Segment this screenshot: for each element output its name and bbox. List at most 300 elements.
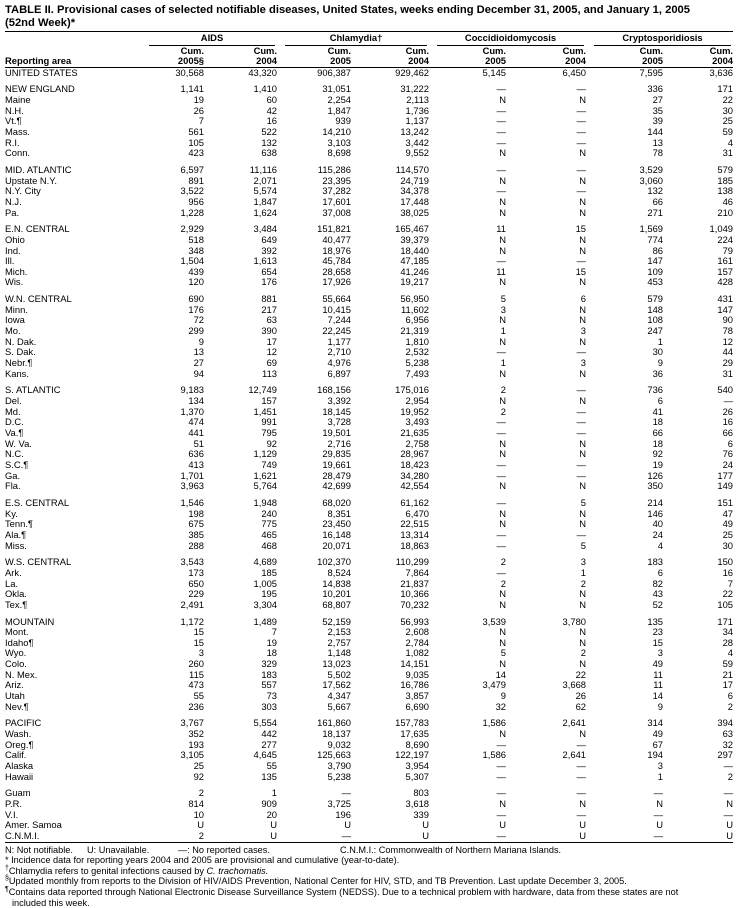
- table-row: [5, 165, 733, 176]
- value-cell: —: [496, 105, 506, 116]
- value-cell: 2,641: [562, 750, 587, 761]
- value-cell: 135: [261, 771, 277, 782]
- value-cell: 3,529: [639, 164, 664, 175]
- table-row: [5, 740, 733, 751]
- value-cell: 1: [580, 567, 587, 578]
- reporting-area-cell: S.C.¶: [5, 459, 29, 470]
- value-cell: 12: [722, 336, 734, 347]
- value-cell: 1,177: [327, 336, 351, 347]
- value-cell: 132: [647, 186, 664, 197]
- value-cell: 51: [193, 438, 204, 449]
- value-cell: 122,197: [395, 750, 429, 761]
- value-cell: 224: [717, 234, 734, 245]
- value-cell: N: [579, 637, 587, 648]
- value-cell: N: [656, 799, 664, 809]
- value-cell: 891: [188, 175, 204, 186]
- value-cell: 2: [580, 578, 587, 589]
- value-cell: 13: [193, 347, 204, 358]
- reporting-area-cell: MOUNTAIN: [5, 616, 55, 627]
- value-cell: —: [496, 186, 506, 197]
- value-cell: N: [579, 148, 587, 159]
- value-cell: 185: [717, 175, 734, 186]
- value-cell: 28,658: [322, 266, 351, 277]
- value-cell: 49: [652, 729, 664, 740]
- value-cell: 991: [261, 417, 277, 428]
- value-cell: 8,351: [327, 508, 351, 519]
- group-aids: AIDS: [141, 32, 277, 46]
- year-header-row: [5, 56, 733, 67]
- value-cell: 151: [717, 497, 734, 508]
- value-cell: 881: [261, 294, 277, 305]
- value-cell: 9: [500, 691, 506, 702]
- value-cell: 28: [722, 637, 734, 648]
- reporting-area-cell: Pa.: [5, 207, 20, 218]
- value-cell: 1: [657, 336, 664, 347]
- value-cell: 3: [580, 557, 587, 568]
- table-row: [5, 235, 733, 246]
- value-cell: U: [506, 831, 586, 842]
- value-cell: —: [576, 256, 587, 267]
- value-cell: 76: [722, 449, 734, 460]
- table-row: [5, 729, 733, 740]
- value-cell: 13: [652, 137, 664, 148]
- value-cell: N: [579, 519, 587, 530]
- value-cell: 18,976: [322, 245, 351, 256]
- value-cell: 6: [580, 294, 587, 305]
- reporting-area-cell: Mass.: [5, 126, 31, 137]
- value-cell: 1: [657, 771, 664, 782]
- value-cell: 394: [717, 718, 734, 729]
- value-cell: 138: [717, 186, 734, 197]
- value-cell: 28,967: [400, 449, 429, 460]
- value-cell: 30,568: [175, 67, 204, 78]
- value-cell: 66: [652, 428, 664, 438]
- value-cell: 3: [198, 648, 204, 659]
- value-cell: 3,780: [562, 616, 587, 627]
- reporting-area-cell: C.N.M.I.: [5, 831, 141, 842]
- value-cell: 5,238: [327, 771, 351, 782]
- value-cell: 110,299: [395, 557, 429, 568]
- value-cell: 194: [647, 750, 664, 761]
- value-cell: N: [579, 368, 587, 379]
- year-label: 2005: [586, 56, 663, 67]
- value-cell: 214: [647, 497, 664, 508]
- value-cell: 3,479: [482, 680, 506, 691]
- value-cell: 2,608: [405, 627, 429, 638]
- value-cell: —: [496, 497, 506, 508]
- value-cell: —: [496, 126, 506, 137]
- reporting-area-cell: Tex.¶: [5, 599, 28, 610]
- table-row: [5, 326, 733, 337]
- value-cell: 125,663: [317, 750, 351, 761]
- value-cell: 42,554: [400, 481, 429, 492]
- value-cell: 161: [717, 256, 734, 267]
- table-row: [5, 509, 733, 520]
- value-cell: 217: [261, 304, 277, 315]
- value-cell: —: [496, 347, 506, 358]
- table-row: [5, 568, 733, 579]
- value-cell: 63: [722, 729, 734, 740]
- year-label: 2004: [506, 56, 586, 67]
- value-cell: 105: [188, 137, 204, 148]
- value-cell: —: [576, 761, 587, 772]
- value-cell: 69: [266, 358, 277, 369]
- value-cell: 348: [188, 245, 204, 256]
- reporting-area-cell: MID. ATLANTIC: [5, 164, 72, 175]
- value-cell: 5,554: [253, 718, 277, 729]
- disease-table: [5, 31, 733, 843]
- value-cell: 24: [652, 529, 664, 540]
- table-row: [5, 750, 733, 761]
- value-cell: 336: [647, 84, 664, 95]
- value-cell: 92: [266, 438, 277, 449]
- value-cell: 19,952: [400, 406, 429, 417]
- value-cell: 442: [261, 729, 277, 740]
- footnote-pilcrow: ¶Contains data reported through National Electronic Disease Surveillance System (NEDSS). Due to a technical problem with hardware, data from these states are not: [5, 885, 679, 897]
- value-cell: 52,159: [322, 616, 351, 627]
- value-cell: N: [499, 368, 506, 379]
- reporting-area-header: Reporting area: [5, 56, 141, 67]
- table-row: [5, 627, 733, 638]
- value-cell: 43: [652, 589, 664, 600]
- value-cell: 148: [647, 304, 664, 315]
- reporting-area-cell: Calif.: [5, 750, 27, 761]
- value-cell: N: [499, 315, 506, 326]
- value-cell: —: [576, 164, 587, 175]
- reporting-area-cell: W. Va.: [5, 438, 32, 449]
- value-cell: 16: [722, 417, 734, 428]
- table-row: [5, 670, 733, 681]
- value-cell: 2,784: [405, 637, 429, 648]
- value-cell: 19: [193, 94, 204, 105]
- table-row: [5, 224, 733, 235]
- document-page: [5, 4, 733, 908]
- value-cell: 6,690: [405, 701, 429, 712]
- value-cell: 441: [188, 428, 204, 438]
- table-row: [5, 557, 733, 568]
- value-cell: 115: [189, 669, 204, 680]
- value-cell: 7,595: [639, 67, 664, 78]
- value-cell: U: [422, 820, 429, 831]
- value-cell: N: [499, 729, 506, 740]
- value-cell: 176: [261, 277, 277, 288]
- value-cell: 19,217: [400, 277, 429, 288]
- value-cell: 165,467: [395, 224, 429, 235]
- value-cell: N: [579, 438, 587, 449]
- value-cell: 428: [717, 277, 734, 288]
- table-row: [5, 659, 733, 670]
- value-cell: 956: [188, 196, 204, 207]
- value-cell: 16: [722, 567, 734, 578]
- value-cell: U: [204, 831, 277, 842]
- value-cell: 9: [657, 701, 664, 712]
- value-cell: 5,307: [405, 771, 429, 782]
- value-cell: N: [499, 196, 506, 207]
- reporting-area-cell: Idaho¶: [5, 637, 34, 648]
- value-cell: —: [723, 761, 734, 772]
- value-cell: N: [499, 508, 506, 519]
- value-cell: 12,749: [248, 385, 277, 396]
- value-cell: 3: [657, 648, 664, 659]
- value-cell: 26: [575, 691, 587, 702]
- table-row: [5, 691, 733, 702]
- cum-label: Cum.: [253, 45, 277, 56]
- value-cell: 21,319: [400, 326, 429, 337]
- value-cell: 15: [575, 266, 587, 277]
- reporting-area-cell: Nev.¶: [5, 701, 29, 712]
- value-cell: 5: [580, 540, 587, 551]
- value-cell: N: [499, 799, 506, 809]
- value-cell: 32: [495, 701, 506, 712]
- value-cell: —: [496, 459, 506, 470]
- value-cell: —: [576, 126, 587, 137]
- value-cell: —: [341, 788, 351, 799]
- value-cell: 3,767: [180, 718, 204, 729]
- value-cell: 654: [261, 266, 277, 277]
- value-cell: 35: [652, 105, 664, 116]
- value-cell: 171: [717, 84, 734, 95]
- value-cell: 385: [188, 529, 204, 540]
- reporting-area-cell: Okla.: [5, 589, 27, 600]
- value-cell: 21,837: [400, 578, 429, 589]
- value-cell: N: [499, 449, 506, 460]
- value-cell: N: [499, 627, 506, 638]
- table-row: [5, 294, 733, 305]
- value-cell: N: [579, 245, 587, 256]
- value-cell: 638: [261, 148, 277, 159]
- value-cell: —: [496, 809, 506, 820]
- value-cell: 3,618: [405, 799, 429, 809]
- value-cell: —: [576, 771, 587, 782]
- value-cell: 1: [500, 326, 506, 337]
- value-cell: 1,172: [180, 616, 204, 627]
- value-cell: 17,448: [400, 196, 429, 207]
- value-cell: —: [576, 347, 587, 358]
- value-cell: 774: [647, 234, 664, 245]
- reporting-area-cell: Miss.: [5, 540, 27, 551]
- value-cell: 62: [575, 701, 587, 712]
- value-cell: N: [499, 148, 506, 159]
- value-cell: 1,370: [180, 406, 204, 417]
- table-row: [5, 460, 733, 471]
- cum-label: Cum.: [405, 45, 429, 56]
- value-cell: 299: [188, 326, 204, 337]
- value-cell: N: [579, 336, 587, 347]
- value-cell: 15: [575, 224, 587, 235]
- value-cell: 173: [188, 567, 204, 578]
- value-cell: N: [499, 396, 506, 407]
- value-cell: N: [579, 449, 587, 460]
- reporting-area-cell: Ill.: [5, 256, 15, 267]
- value-cell: 1,847: [327, 105, 351, 116]
- value-cell: U: [499, 820, 506, 831]
- value-cell: 171: [717, 616, 734, 627]
- value-cell: 7,493: [405, 368, 429, 379]
- value-cell: 314: [647, 718, 664, 729]
- value-cell: 18,423: [400, 459, 429, 470]
- value-cell: 675: [188, 519, 204, 530]
- value-cell: 17: [722, 680, 734, 691]
- value-cell: 14: [495, 669, 506, 680]
- cum-label: Cum.: [709, 45, 734, 56]
- value-cell: N: [579, 599, 587, 610]
- reporting-area-cell: Va.¶: [5, 428, 24, 438]
- value-cell: 2: [141, 831, 204, 842]
- value-cell: 31,051: [322, 84, 351, 95]
- reporting-area-cell: Conn.: [5, 148, 31, 159]
- value-cell: 147: [717, 304, 734, 315]
- value-cell: —: [723, 809, 734, 820]
- value-cell: 775: [261, 519, 277, 530]
- value-cell: 1,005: [253, 578, 277, 589]
- value-cell: 24,719: [400, 175, 429, 186]
- value-cell: U: [344, 820, 351, 831]
- value-cell: 2: [500, 578, 506, 589]
- table-row: [5, 680, 733, 691]
- value-cell: 126: [647, 470, 664, 481]
- value-cell: 1,847: [253, 196, 277, 207]
- reporting-area-cell: Kans.: [5, 368, 29, 379]
- value-cell: 59: [722, 659, 734, 670]
- value-cell: 10,201: [322, 589, 351, 600]
- reporting-area-cell: D.C.: [5, 417, 24, 428]
- value-cell: 3,963: [180, 481, 204, 492]
- value-cell: 749: [261, 459, 277, 470]
- value-cell: 15: [193, 637, 204, 648]
- value-cell: 5,764: [253, 481, 277, 492]
- value-cell: 11: [496, 224, 506, 235]
- value-cell: —: [496, 417, 506, 428]
- value-cell: N: [499, 234, 506, 245]
- value-cell: —: [496, 137, 506, 148]
- group-coccidioidomycosis: Coccidioidomycosis: [429, 32, 586, 46]
- value-cell: N: [579, 627, 587, 638]
- value-cell: 4,645: [253, 750, 277, 761]
- cum-label: Cum.: [562, 45, 587, 56]
- reporting-area-cell: Minn.: [5, 304, 28, 315]
- value-cell: 3,060: [639, 175, 664, 186]
- value-cell: 17,601: [322, 196, 351, 207]
- value-cell: 18: [652, 417, 664, 428]
- value-cell: 352: [188, 729, 204, 740]
- value-cell: 247: [647, 326, 664, 337]
- value-cell: 929,462: [395, 67, 429, 78]
- value-cell: —: [496, 540, 506, 551]
- value-cell: 44: [722, 347, 734, 358]
- value-cell: N: [499, 336, 506, 347]
- value-cell: 34: [722, 627, 734, 638]
- reporting-area-cell: Wyo.: [5, 648, 27, 659]
- group-chlamydia: Chlamydia†: [277, 32, 429, 46]
- table-row: [5, 197, 733, 208]
- value-cell: 1,810: [405, 336, 429, 347]
- table-row: [5, 186, 733, 197]
- reporting-area-cell: N.H.: [5, 105, 24, 116]
- reporting-area-cell: Ariz.: [5, 680, 24, 691]
- table-row: [5, 138, 733, 149]
- value-cell: 3,484: [253, 224, 277, 235]
- year-label: 2005§: [141, 56, 204, 67]
- value-cell: 21: [722, 669, 734, 680]
- reporting-area-cell: V.I.: [5, 809, 19, 820]
- value-cell: U: [656, 820, 664, 831]
- value-cell: 14: [652, 691, 664, 702]
- value-cell: 31,222: [400, 84, 429, 95]
- value-cell: N: [499, 207, 506, 218]
- year-label: 2005: [277, 56, 351, 67]
- table-row: [5, 831, 733, 842]
- value-cell: 86: [652, 245, 664, 256]
- value-cell: N: [499, 599, 506, 610]
- value-cell: N: [499, 245, 506, 256]
- value-cell: 12: [266, 347, 277, 358]
- value-cell: 465: [261, 529, 277, 540]
- value-cell: 28,479: [322, 470, 351, 481]
- value-cell: 5,238: [405, 358, 429, 369]
- table-row: [5, 176, 733, 187]
- table-row: [5, 246, 733, 257]
- value-cell: 795: [261, 428, 277, 438]
- abbr-no-cases: —: No reported cases.: [178, 844, 270, 855]
- value-cell: 150: [717, 557, 734, 568]
- value-cell: 423: [188, 148, 204, 159]
- table-row: [5, 417, 733, 428]
- value-cell: 1,586: [482, 750, 506, 761]
- value-cell: 3,539: [482, 616, 506, 627]
- value-cell: 37,282: [322, 186, 351, 197]
- value-cell: 46: [722, 196, 734, 207]
- value-cell: 36: [652, 368, 664, 379]
- reporting-area-cell: Fla.: [5, 481, 21, 492]
- value-cell: 1,451: [253, 406, 277, 417]
- value-cell: 24: [722, 459, 734, 470]
- value-cell: 1,736: [405, 105, 429, 116]
- reporting-area-cell: Vt.¶: [5, 116, 22, 127]
- value-cell: 10,415: [322, 304, 351, 315]
- value-cell: 5,502: [327, 669, 351, 680]
- value-cell: 1,228: [180, 207, 204, 218]
- value-cell: 1,129: [253, 449, 277, 460]
- value-cell: —: [277, 831, 351, 842]
- value-cell: 18: [652, 438, 664, 449]
- value-cell: 20: [266, 809, 277, 820]
- value-cell: 2: [500, 385, 506, 396]
- value-cell: U: [663, 831, 733, 842]
- value-cell: —: [723, 396, 734, 407]
- value-cell: 79: [722, 245, 734, 256]
- abbr-not-notifiable: N: Not notifiable.: [5, 844, 73, 855]
- value-cell: —: [496, 116, 506, 127]
- value-cell: N: [579, 396, 587, 407]
- value-cell: 2,929: [180, 224, 204, 235]
- value-cell: 41: [652, 406, 664, 417]
- value-cell: 16: [266, 116, 277, 127]
- value-cell: 132: [261, 137, 277, 148]
- value-cell: 4: [727, 648, 734, 659]
- value-cell: 15: [652, 637, 664, 648]
- value-cell: —: [586, 831, 663, 842]
- title-line-2: (52nd Week)*: [5, 17, 76, 29]
- value-cell: 47,185: [400, 256, 429, 267]
- value-cell: 6,450: [562, 67, 587, 78]
- value-cell: 413: [188, 459, 204, 470]
- value-cell: N: [579, 234, 587, 245]
- abbreviations-line: [5, 845, 733, 856]
- value-cell: 134: [188, 396, 204, 407]
- table-row: [5, 820, 733, 831]
- value-cell: 23,395: [322, 175, 351, 186]
- cum-header-row: [5, 46, 733, 57]
